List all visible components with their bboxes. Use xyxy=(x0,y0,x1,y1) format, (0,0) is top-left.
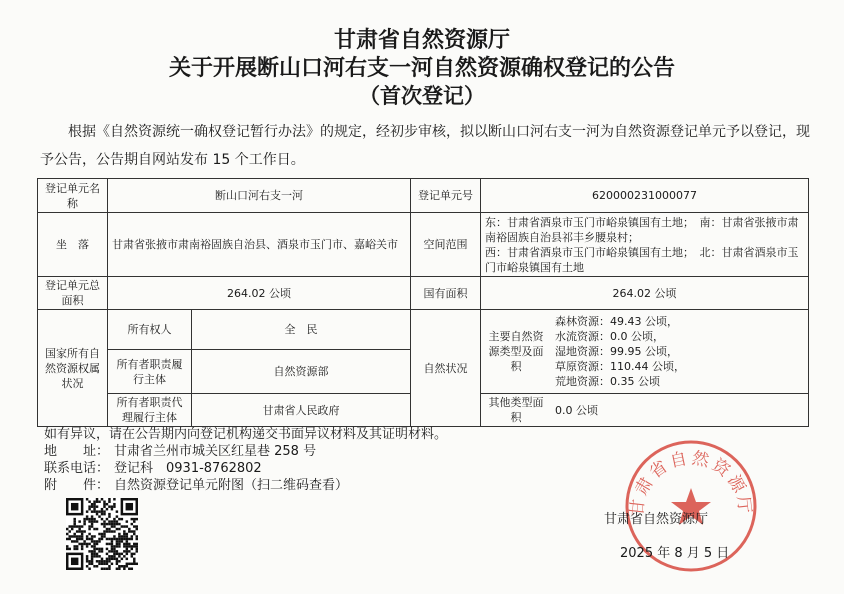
resource-list xyxy=(551,312,689,391)
agent-label: 所有者职责代理履行主体 xyxy=(108,394,192,427)
main-types-label: 主要自然资源类型及面积 xyxy=(488,330,544,373)
table-row xyxy=(38,213,809,277)
other-types-cell xyxy=(481,394,809,427)
notes-block xyxy=(44,426,604,494)
table-row xyxy=(38,179,809,213)
address-row xyxy=(44,443,604,460)
table-row xyxy=(38,277,809,310)
list-item: 湿地资源：99.95 公顷， xyxy=(555,345,679,358)
registration-table xyxy=(37,178,809,427)
unit-name-label: 登记单元名 称 xyxy=(38,179,108,213)
unit-name-value: 断山口河右支一河 xyxy=(108,179,411,213)
space-value xyxy=(481,213,809,277)
attachment-value: 自然资源登记单元附图（扫二维码查看） xyxy=(114,478,349,493)
total-area-value: 264.02 公顷 xyxy=(108,277,411,310)
space-value-east-south: 东：甘肃省酒泉市玉门市峪泉镇国有土地； 南：甘肃省张掖市肃南裕固族自治县祁丰乡腰泉村； xyxy=(485,215,799,244)
agent-value: 甘肃省人民政府 xyxy=(192,394,411,427)
signature-org: 甘肃省自然资源厅 xyxy=(604,512,709,527)
address-label: 地 址： xyxy=(44,444,110,459)
space-value-west-north: 西：甘肃省酒泉市玉门市峪泉镇国有土地； 北：甘肃省酒泉市玉门市峪泉镇国有土地 xyxy=(485,245,799,274)
announcement-subtitle: （首次登记） xyxy=(359,83,485,108)
issuing-org-heading: 甘肃省自然资源厅 xyxy=(333,27,510,53)
location-label: 坐 落 xyxy=(38,213,108,277)
list-item: 荒地资源：0.35 公顷 xyxy=(555,375,661,388)
unit-no-value: 620000231000077 xyxy=(481,179,809,213)
ownership-label: 国家所有自然资源权属状况 xyxy=(38,310,108,427)
total-area-label: 登记单元总面积 xyxy=(38,277,108,310)
objection-note: 如有异议，请在公告期内向登记机构递交书面异议材料及其证明材料。 xyxy=(44,427,448,442)
list-item: 草原资源：110.44 公顷， xyxy=(555,360,686,373)
list-item: 森林资源：49.43 公顷， xyxy=(555,315,679,328)
attachment-row xyxy=(44,477,604,494)
attachment-label: 附 件： xyxy=(44,478,110,493)
state-area-label: 国有面积 xyxy=(411,277,481,310)
owner-value: 全 民 xyxy=(192,310,411,350)
duty-label: 所有者职责履行主体 xyxy=(108,350,192,394)
location-value: 甘肃省张掖市肃南裕固族自治县、酒泉市玉门市、嘉峪关市 xyxy=(108,213,411,277)
phone-label: 联系电话： xyxy=(44,461,110,476)
phone-row xyxy=(44,460,604,477)
table-row xyxy=(38,310,809,350)
unit-no-label: 登记单元号 xyxy=(411,179,481,213)
signature-date: 2025 年 8 月 5 日 xyxy=(620,546,730,561)
list-item: 水流资源：0.0 公顷， xyxy=(555,330,665,343)
nature-label: 自然状况 xyxy=(411,310,481,427)
intro-paragraph: 根据《自然资源统一确权登记暂行办法》的规定，经初步审核，拟以断山口河右支一河为自然资源登记单元予以登记，现予公告，公告期自网站发布 15 个工作日。 xyxy=(40,124,810,168)
phone-value: 登记科 0931-8762802 xyxy=(114,461,262,476)
main-resources-cell xyxy=(481,310,809,394)
duty-value: 自然资源部 xyxy=(192,350,411,394)
announcement-title: 关于开展断山口河右支一河自然资源确权登记的公告 xyxy=(168,55,675,81)
owner-label: 所有权人 xyxy=(108,310,192,350)
seal-text: 甘肃省自然资源厅 xyxy=(627,448,755,518)
other-types-label: 其他类型面 积 xyxy=(488,396,555,424)
other-types-value: 0.0 公顷 xyxy=(555,403,599,417)
address-value: 甘肃省兰州市城关区红星巷 258 号 xyxy=(114,444,317,459)
qr-code-icon[interactable] xyxy=(66,498,138,570)
space-label: 空间范围 xyxy=(411,213,481,277)
state-area-value: 264.02 公顷 xyxy=(481,277,809,310)
